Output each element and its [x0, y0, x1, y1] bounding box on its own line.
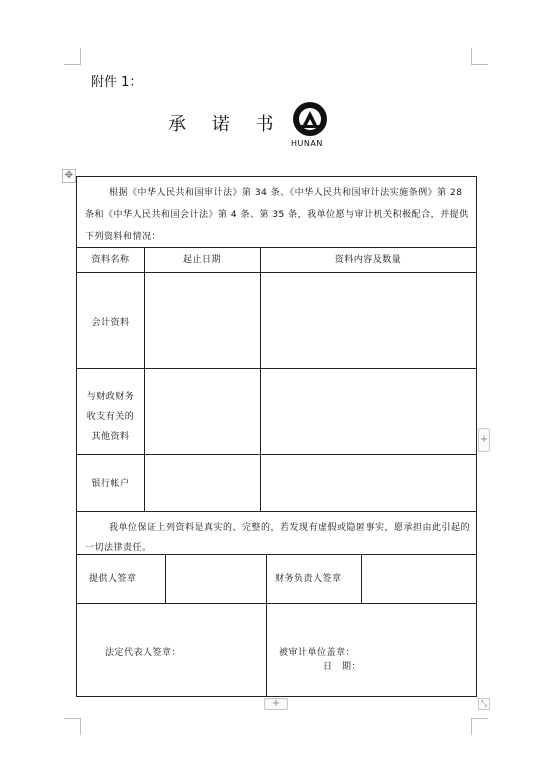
legal-rep-signature-label: 法定代表人签章： — [105, 648, 182, 658]
column-header-contents: 资料内容及数量 — [334, 255, 402, 265]
row-divider — [77, 511, 476, 512]
intro-paragraph: 根据《中华人民共和国审计法》第 34 条、《中华人民共和国审计法实施条例》第 28 条和《中华人民共和国会计法》第 4 条、第 35 条，我单位愿与审计机关积极配合，并提供下列资料和情况： — [85, 188, 469, 242]
move-icon[interactable]: ✥ — [62, 169, 76, 183]
crop-mark-bottom-right — [471, 718, 488, 735]
attachment-label: 附件 1： — [91, 75, 143, 90]
row-label-line: 与财政财务 — [86, 392, 135, 402]
dates-cell-other[interactable] — [145, 369, 259, 453]
column-header-dates: 起止日期 — [182, 255, 221, 265]
row-label-bank-account: 银行帐户 — [91, 479, 130, 489]
row-label-accounting: 会计资料 — [91, 318, 130, 328]
crop-mark-top-left — [64, 48, 81, 65]
crop-mark-bottom-left — [64, 718, 81, 735]
column-header-name: 资料名称 — [91, 255, 130, 265]
commitment-form-table — [76, 176, 477, 697]
row-label-other-materials — [77, 387, 144, 447]
date-label: 日 期： — [323, 662, 362, 672]
col-divider — [266, 554, 267, 696]
row-label-line: 收支有关的 — [86, 412, 135, 422]
logo-text: HUNAN — [291, 139, 323, 148]
dates-cell-accounting[interactable] — [145, 273, 259, 367]
contents-cell-bank[interactable] — [261, 455, 475, 510]
dates-cell-bank[interactable] — [145, 455, 259, 510]
contents-cell-accounting[interactable] — [261, 273, 475, 367]
provider-signature-field[interactable] — [166, 555, 265, 602]
resize-icon[interactable]: ⤡ — [478, 698, 490, 710]
row-label-line: 其他资料 — [91, 432, 130, 442]
finance-head-signature-label: 财务负责人签章 — [275, 574, 342, 584]
provider-signature-label: 提供人签章 — [89, 574, 137, 584]
row-divider — [77, 603, 476, 604]
finance-head-signature-field[interactable] — [362, 555, 475, 602]
contents-cell-other[interactable] — [261, 369, 475, 453]
audited-unit-seal-label: 被审计单位盖章： — [279, 648, 356, 658]
crop-mark-top-right — [471, 48, 488, 65]
document-title: 承 诺 书 — [168, 114, 284, 135]
pledge-paragraph: 我单位保证上列资料是真实的、完整的，若发现有虚假或隐匿事实，愿承担由此引起的一切法律责任。 — [85, 523, 471, 553]
add-row-plus-icon[interactable]: + — [264, 698, 288, 710]
add-column-plus-icon[interactable]: + — [478, 428, 490, 452]
